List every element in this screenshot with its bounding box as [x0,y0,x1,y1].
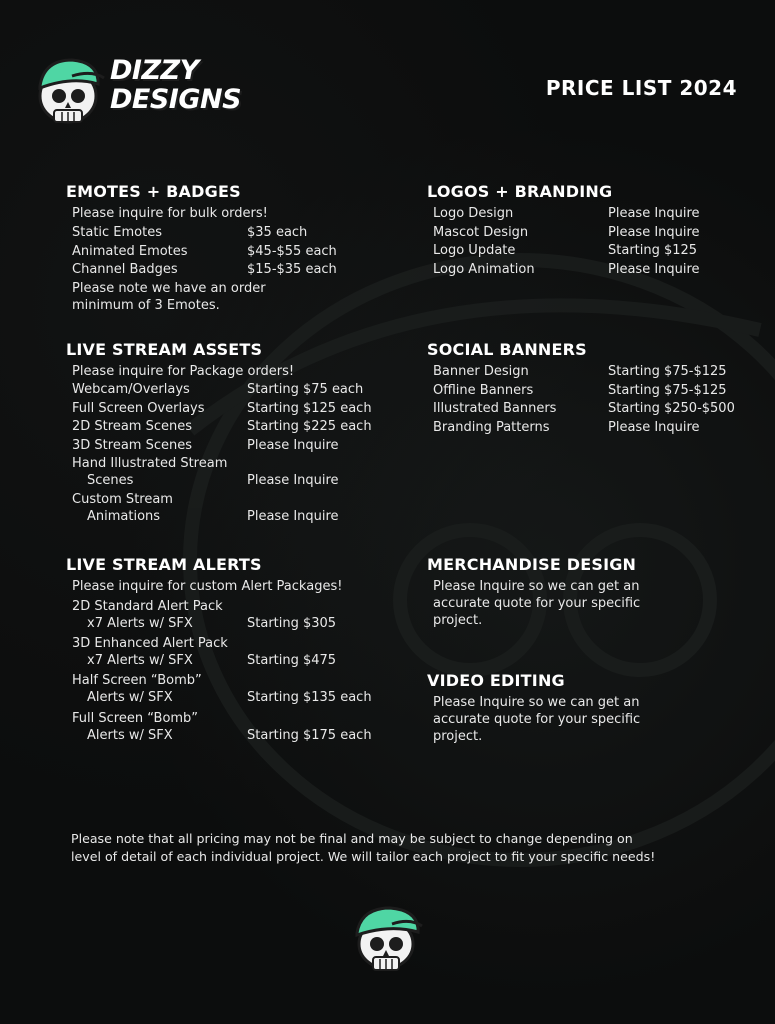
section-title: LOGOS + BRANDING [427,182,613,201]
item-name: Banner Design [433,364,529,379]
item-price: Starting $305 [247,616,337,631]
item-price: $15-$35 each [247,262,337,277]
bottom-mascot [348,900,426,978]
item-name-cont: Alerts w/ SFX [87,727,173,743]
section-intro: Please inquire for custom Alert Packages! [72,579,343,594]
section-title: LIVE STREAM ASSETS [66,340,263,359]
brand-wordmark [110,56,241,114]
item-price: Please Inquire [608,224,700,240]
brand-line-1: DIZZY [110,55,199,86]
item-price: Please Inquire [247,508,339,524]
item-name: Channel Badges [72,262,178,277]
item-price: $45-$55 each [247,243,337,259]
item-name-cont: Alerts w/ SFX [87,690,173,705]
price-row [72,689,372,708]
item-name: Animated Emotes [72,243,188,259]
disclaimer-line-1: Please note that all pricing may not be final and may be subject to change depending on [71,831,633,846]
item-name-cont: x7 Alerts w/ SFX [87,616,193,631]
item-price: Starting $75 each [247,382,364,397]
price-row [433,242,700,261]
section-intro: Please inquire for Package orders! [72,364,295,379]
item-price: Starting $125 each [247,400,372,416]
order-note-line-2: minimum of 3 Emotes. [72,297,220,313]
merch-text-line: Please Inquire so we can get an [433,579,640,594]
item-price: Starting $250-$500 [608,401,735,416]
item-name: Custom Stream [72,491,173,507]
price-row [72,727,372,746]
item-price: Starting $135 each [247,690,372,705]
item-price: $35 each [247,225,308,240]
video-text-line: project. [433,729,483,744]
item-name: 3D Enhanced Alert Pack [72,635,228,651]
item-price: Please Inquire [608,206,700,221]
merch-section [427,555,640,629]
price-row [72,261,337,280]
item-name: Hand Illustrated Stream [72,456,228,471]
price-row [72,508,372,527]
item-price: Please Inquire [608,419,700,435]
item-name: Offline Banners [433,382,534,398]
item-name: 2D Standard Alert Pack [72,599,223,614]
item-name: Mascot Design [433,224,529,240]
price-row [72,615,372,634]
price-row [72,243,337,262]
social-banners-section [427,340,735,437]
section-title: VIDEO EDITING [427,671,565,690]
order-note-line-1: Please note we have an order [72,280,266,296]
price-row [433,382,735,401]
item-name-cont: x7 Alerts w/ SFX [87,652,193,668]
skull-mascot-icon [348,900,426,978]
item-name-cont: Scenes [87,473,134,488]
item-name: Full Screen “Bomb” [72,710,199,726]
item-price: Starting $175 each [247,727,372,743]
item-price: Starting $75-$125 [608,364,727,379]
item-name-cont: Animations [87,508,161,524]
emotes-section [66,182,337,314]
brand-line-2: DESIGNS [110,84,242,115]
item-name: 3D Stream Scenes [72,437,192,453]
item-price: Please Inquire [247,473,339,488]
item-price: Starting $125 [608,243,698,258]
price-row [72,652,372,671]
item-name: Full Screen Overlays [72,400,205,416]
item-price: Starting $225 each [247,419,372,434]
price-row [72,381,372,400]
price-row [72,418,372,437]
stream-assets-section [66,340,372,526]
price-row [72,224,337,243]
item-name: Logo Animation [433,261,535,277]
brand-logo [32,50,242,128]
pricing-disclaimer [71,830,731,865]
page-title: PRICE LIST 2024 [545,76,737,100]
item-name: 2D Stream Scenes [72,419,192,434]
item-name: Logo Design [433,206,514,221]
disclaimer-line-2: level of detail of each individual project. We will tailor each project to fit your specific needs! [71,848,656,864]
item-name: Illustrated Banners [433,401,557,416]
logos-section [427,182,700,279]
item-price: Please Inquire [608,261,700,277]
alerts-section [66,555,372,745]
merch-text-line: project. [433,613,483,628]
item-name: Branding Patterns [433,419,550,435]
merch-text-line: accurate quote for your specific [433,596,641,611]
price-row [433,224,700,243]
item-price: Starting $75-$125 [608,382,727,398]
price-row [433,419,735,438]
price-row [72,400,372,419]
price-row [72,472,372,491]
price-row [72,437,372,456]
item-name: Logo Update [433,243,516,258]
price-row [433,363,735,382]
item-name: Static Emotes [72,225,163,240]
item-name: Webcam/Overlays [72,382,190,397]
video-text-line: Please Inquire so we can get an [433,695,640,710]
section-title: EMOTES + BADGES [66,182,241,201]
section-title: SOCIAL BANNERS [427,340,587,359]
video-editing-section [427,671,640,745]
price-row [433,205,700,224]
price-row [433,400,735,419]
item-name: Half Screen “Bomb” [72,673,202,688]
section-intro: Please inquire for bulk orders! [72,206,268,221]
section-title: LIVE STREAM ALERTS [66,555,262,574]
item-price: Starting $475 [247,652,337,668]
price-row [433,261,700,280]
item-price: Please Inquire [247,437,339,453]
section-title: MERCHANDISE DESIGN [427,555,637,574]
video-text-line: accurate quote for your specific [433,712,641,727]
